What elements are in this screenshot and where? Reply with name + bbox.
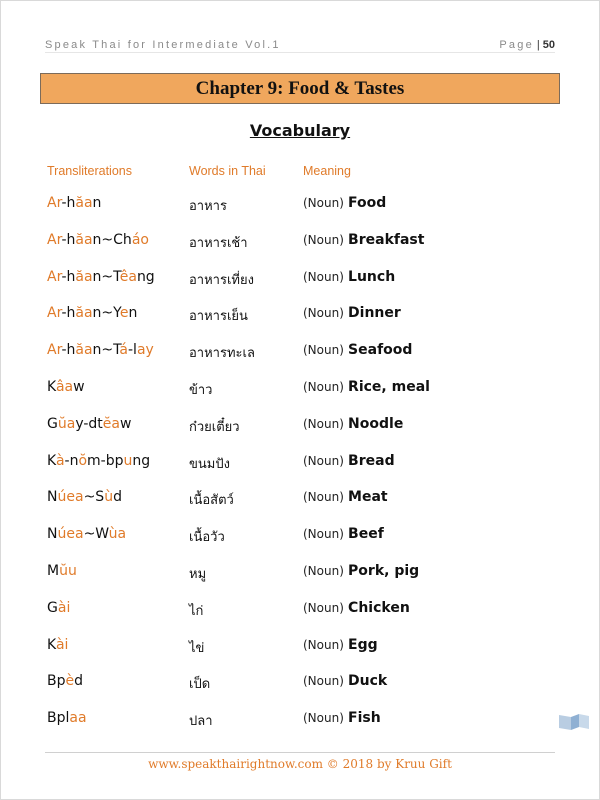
footer-copyright: www.speakthairightnow.com © 2018 by Kruu Gift xyxy=(45,752,555,771)
transliteration-vowel: ăa xyxy=(75,231,93,248)
transliteration xyxy=(47,710,87,726)
transliteration-consonant: K xyxy=(47,452,56,469)
transliteration xyxy=(47,563,77,579)
meaning xyxy=(303,710,381,726)
english-meaning: Bread xyxy=(348,452,395,469)
thai-word: ขนมปัง xyxy=(189,456,230,472)
thai-word: เป็ด xyxy=(189,677,211,693)
transliteration-consonant: d xyxy=(74,673,84,690)
transliteration-consonant: ~S xyxy=(83,489,105,506)
transliteration-consonant: M xyxy=(47,562,60,579)
transliteration-consonant: N xyxy=(47,489,58,506)
transliteration-consonant: Bpl xyxy=(47,710,70,727)
transliteration-consonant: n~T xyxy=(92,268,120,285)
transliteration-consonant: -h xyxy=(61,195,76,211)
transliteration-vowel: ăa xyxy=(75,195,93,211)
part-of-speech: (Noun) xyxy=(303,563,344,578)
transliteration-consonant: -n xyxy=(64,452,79,469)
transliteration xyxy=(47,195,101,211)
meaning xyxy=(303,453,395,469)
transliteration xyxy=(47,673,83,689)
thai-word: อาหารเช้า xyxy=(189,235,248,251)
part-of-speech: (Noun) xyxy=(303,490,344,505)
vocab-row xyxy=(0,596,600,633)
transliteration xyxy=(47,416,131,432)
transliteration-vowel: ăa xyxy=(75,305,93,322)
part-of-speech: (Noun) xyxy=(303,416,344,431)
transliteration-vowel: âa xyxy=(55,378,74,395)
vocab-row xyxy=(0,559,600,596)
english-meaning: Pork, pig xyxy=(348,562,420,579)
page-number-label xyxy=(499,39,555,51)
transliteration-consonant: Bp xyxy=(47,673,66,690)
thai-word: ไก่ xyxy=(189,603,204,619)
thai-word: อาหารทะเล xyxy=(189,346,255,362)
transliteration xyxy=(47,453,150,469)
transliteration-vowel: aa xyxy=(69,710,87,727)
vocab-row xyxy=(0,301,600,338)
transliteration xyxy=(47,489,122,505)
transliteration-consonant: n~Y xyxy=(92,305,120,322)
vocab-row xyxy=(0,375,600,412)
page-number: 50 xyxy=(542,39,555,51)
english-meaning: Breakfast xyxy=(348,231,425,248)
transliteration-vowel: u xyxy=(123,452,133,469)
meaning xyxy=(303,600,410,616)
transliteration-vowel: e xyxy=(119,305,129,322)
meaning xyxy=(303,526,384,542)
book-title: Speak Thai for Intermediate Vol.1 xyxy=(45,39,281,51)
part-of-speech: (Noun) xyxy=(303,674,344,689)
transliteration-vowel: Ar xyxy=(47,268,62,285)
english-meaning: Food xyxy=(348,195,387,211)
transliteration-consonant: G xyxy=(47,415,58,432)
transliteration-vowel: ŭu xyxy=(59,562,77,579)
transliteration-consonant: K xyxy=(47,636,56,653)
transliteration-vowel: Ar xyxy=(47,231,62,248)
thai-word: ก๋วยเตี๋ยว xyxy=(189,419,240,435)
meaning xyxy=(303,195,386,211)
transliteration-vowel: ùa xyxy=(108,526,127,543)
thai-word: ไข่ xyxy=(189,640,205,656)
transliteration-vowel: ay xyxy=(136,342,154,359)
transliteration-vowel: Ar xyxy=(47,305,62,322)
english-meaning: Rice, meal xyxy=(348,378,430,395)
transliteration-vowel: ăa xyxy=(75,268,93,285)
transliteration-consonant: n xyxy=(128,305,138,322)
english-meaning: Seafood xyxy=(348,342,413,359)
meaning xyxy=(303,342,412,358)
part-of-speech: (Noun) xyxy=(303,379,344,394)
thai-word: เนื้อวัว xyxy=(189,530,225,546)
vocab-row xyxy=(0,228,600,265)
transliteration-vowel: ŏ xyxy=(78,452,88,469)
transliteration-consonant: -l xyxy=(127,342,137,359)
transliteration-consonant: n~Ch xyxy=(92,231,132,248)
vocab-row xyxy=(0,633,600,670)
part-of-speech: (Noun) xyxy=(303,711,344,726)
meaning xyxy=(303,563,419,579)
section-title: Vocabulary xyxy=(249,121,351,140)
transliteration xyxy=(47,232,149,248)
page-label: Page xyxy=(499,39,534,51)
thai-word: ปลา xyxy=(189,714,213,730)
part-of-speech: (Noun) xyxy=(303,637,344,652)
vocab-row xyxy=(0,338,600,375)
vocab-row xyxy=(0,485,600,522)
transliteration-vowel: áo xyxy=(131,231,149,248)
meaning xyxy=(303,232,424,248)
transliteration-consonant: -h xyxy=(61,305,76,322)
part-of-speech: (Noun) xyxy=(303,232,344,247)
column-header-thai: Words in Thai xyxy=(189,164,266,178)
transliteration-consonant: d xyxy=(113,489,122,506)
column-header-transliterations: Transliterations xyxy=(47,164,132,178)
part-of-speech: (Noun) xyxy=(303,269,344,284)
transliteration-vowel: êa xyxy=(119,268,137,285)
part-of-speech: (Noun) xyxy=(303,196,344,210)
transliteration-consonant: K xyxy=(47,378,56,395)
transliteration-vowel: ù xyxy=(104,489,114,506)
transliteration xyxy=(47,526,126,542)
transliteration-consonant: ng xyxy=(136,268,155,285)
transliteration-consonant: n xyxy=(92,195,102,211)
column-header-meaning: Meaning xyxy=(303,164,351,178)
part-of-speech: (Noun) xyxy=(303,453,344,468)
english-meaning: Lunch xyxy=(348,268,396,285)
transliteration-vowel: úea xyxy=(57,526,84,543)
part-of-speech: (Noun) xyxy=(303,306,344,321)
thai-word: อาหาร xyxy=(189,199,227,214)
transliteration-vowel: Ar xyxy=(47,342,62,359)
thai-word: ข้าว xyxy=(189,382,213,398)
english-meaning: Duck xyxy=(348,673,388,690)
thai-word: เนื้อสัตว์ xyxy=(189,493,234,509)
vocab-row xyxy=(0,265,600,302)
transliteration-consonant: y-dt xyxy=(75,415,103,432)
transliteration-consonant: ng xyxy=(132,452,151,469)
english-meaning: Beef xyxy=(348,526,384,543)
page-header xyxy=(45,30,555,53)
english-meaning: Dinner xyxy=(348,305,401,322)
transliteration xyxy=(47,637,68,653)
transliteration-vowel: Ar xyxy=(47,195,62,211)
meaning xyxy=(303,269,395,285)
part-of-speech: (Noun) xyxy=(303,343,344,358)
vocab-row xyxy=(0,706,600,743)
transliteration-vowel: ŭa xyxy=(57,415,76,432)
transliteration-consonant: -h xyxy=(61,231,76,248)
meaning xyxy=(303,637,378,653)
transliteration-consonant: m-bp xyxy=(87,452,124,469)
transliteration-vowel: á xyxy=(119,342,128,359)
transliteration-consonant: n~T xyxy=(92,342,120,359)
transliteration xyxy=(47,600,70,616)
vocabulary-list xyxy=(0,191,600,743)
transliteration-vowel: úea xyxy=(57,489,84,506)
vocab-row xyxy=(0,191,600,228)
transliteration-vowel: ăa xyxy=(75,342,93,359)
meaning xyxy=(303,489,388,505)
transliteration-consonant: -h xyxy=(61,268,76,285)
thai-word: หมู xyxy=(189,566,207,582)
meaning xyxy=(303,673,387,689)
transliteration-consonant: G xyxy=(47,599,58,616)
vocab-row xyxy=(0,522,600,559)
vocab-row xyxy=(0,449,600,486)
english-meaning: Noodle xyxy=(348,415,404,432)
thai-word: อาหารเย็น xyxy=(189,309,248,325)
vocab-row xyxy=(0,412,600,449)
transliteration xyxy=(47,342,154,358)
transliteration-consonant: ~W xyxy=(83,526,109,543)
part-of-speech: (Noun) xyxy=(303,600,344,615)
meaning xyxy=(303,379,430,395)
english-meaning: Chicken xyxy=(348,599,410,616)
meaning xyxy=(303,416,403,432)
transliteration-vowel: ĕa xyxy=(102,415,120,432)
transliteration-consonant: w xyxy=(119,415,132,432)
transliteration-vowel: è xyxy=(65,673,75,690)
english-meaning: Meat xyxy=(348,489,388,506)
transliteration-vowel: à xyxy=(55,452,65,469)
english-meaning: Fish xyxy=(348,710,381,727)
transliteration xyxy=(47,305,137,321)
page-separator: | xyxy=(536,39,540,51)
english-meaning: Egg xyxy=(348,636,378,653)
part-of-speech: (Noun) xyxy=(303,527,344,542)
vocab-row xyxy=(0,669,600,706)
transliteration-vowel: ài xyxy=(55,636,69,653)
transliteration xyxy=(47,379,85,395)
meaning xyxy=(303,305,401,321)
transliteration-consonant: N xyxy=(47,526,58,543)
transliteration-consonant: w xyxy=(73,378,85,395)
transliteration-vowel: ài xyxy=(57,599,71,616)
transliteration-consonant: -h xyxy=(61,342,76,359)
thai-word: อาหารเที่ยง xyxy=(189,272,254,288)
page-turn-icon[interactable] xyxy=(557,712,591,732)
chapter-title: Chapter 9: Food & Tastes xyxy=(40,73,560,104)
transliteration xyxy=(47,269,155,285)
